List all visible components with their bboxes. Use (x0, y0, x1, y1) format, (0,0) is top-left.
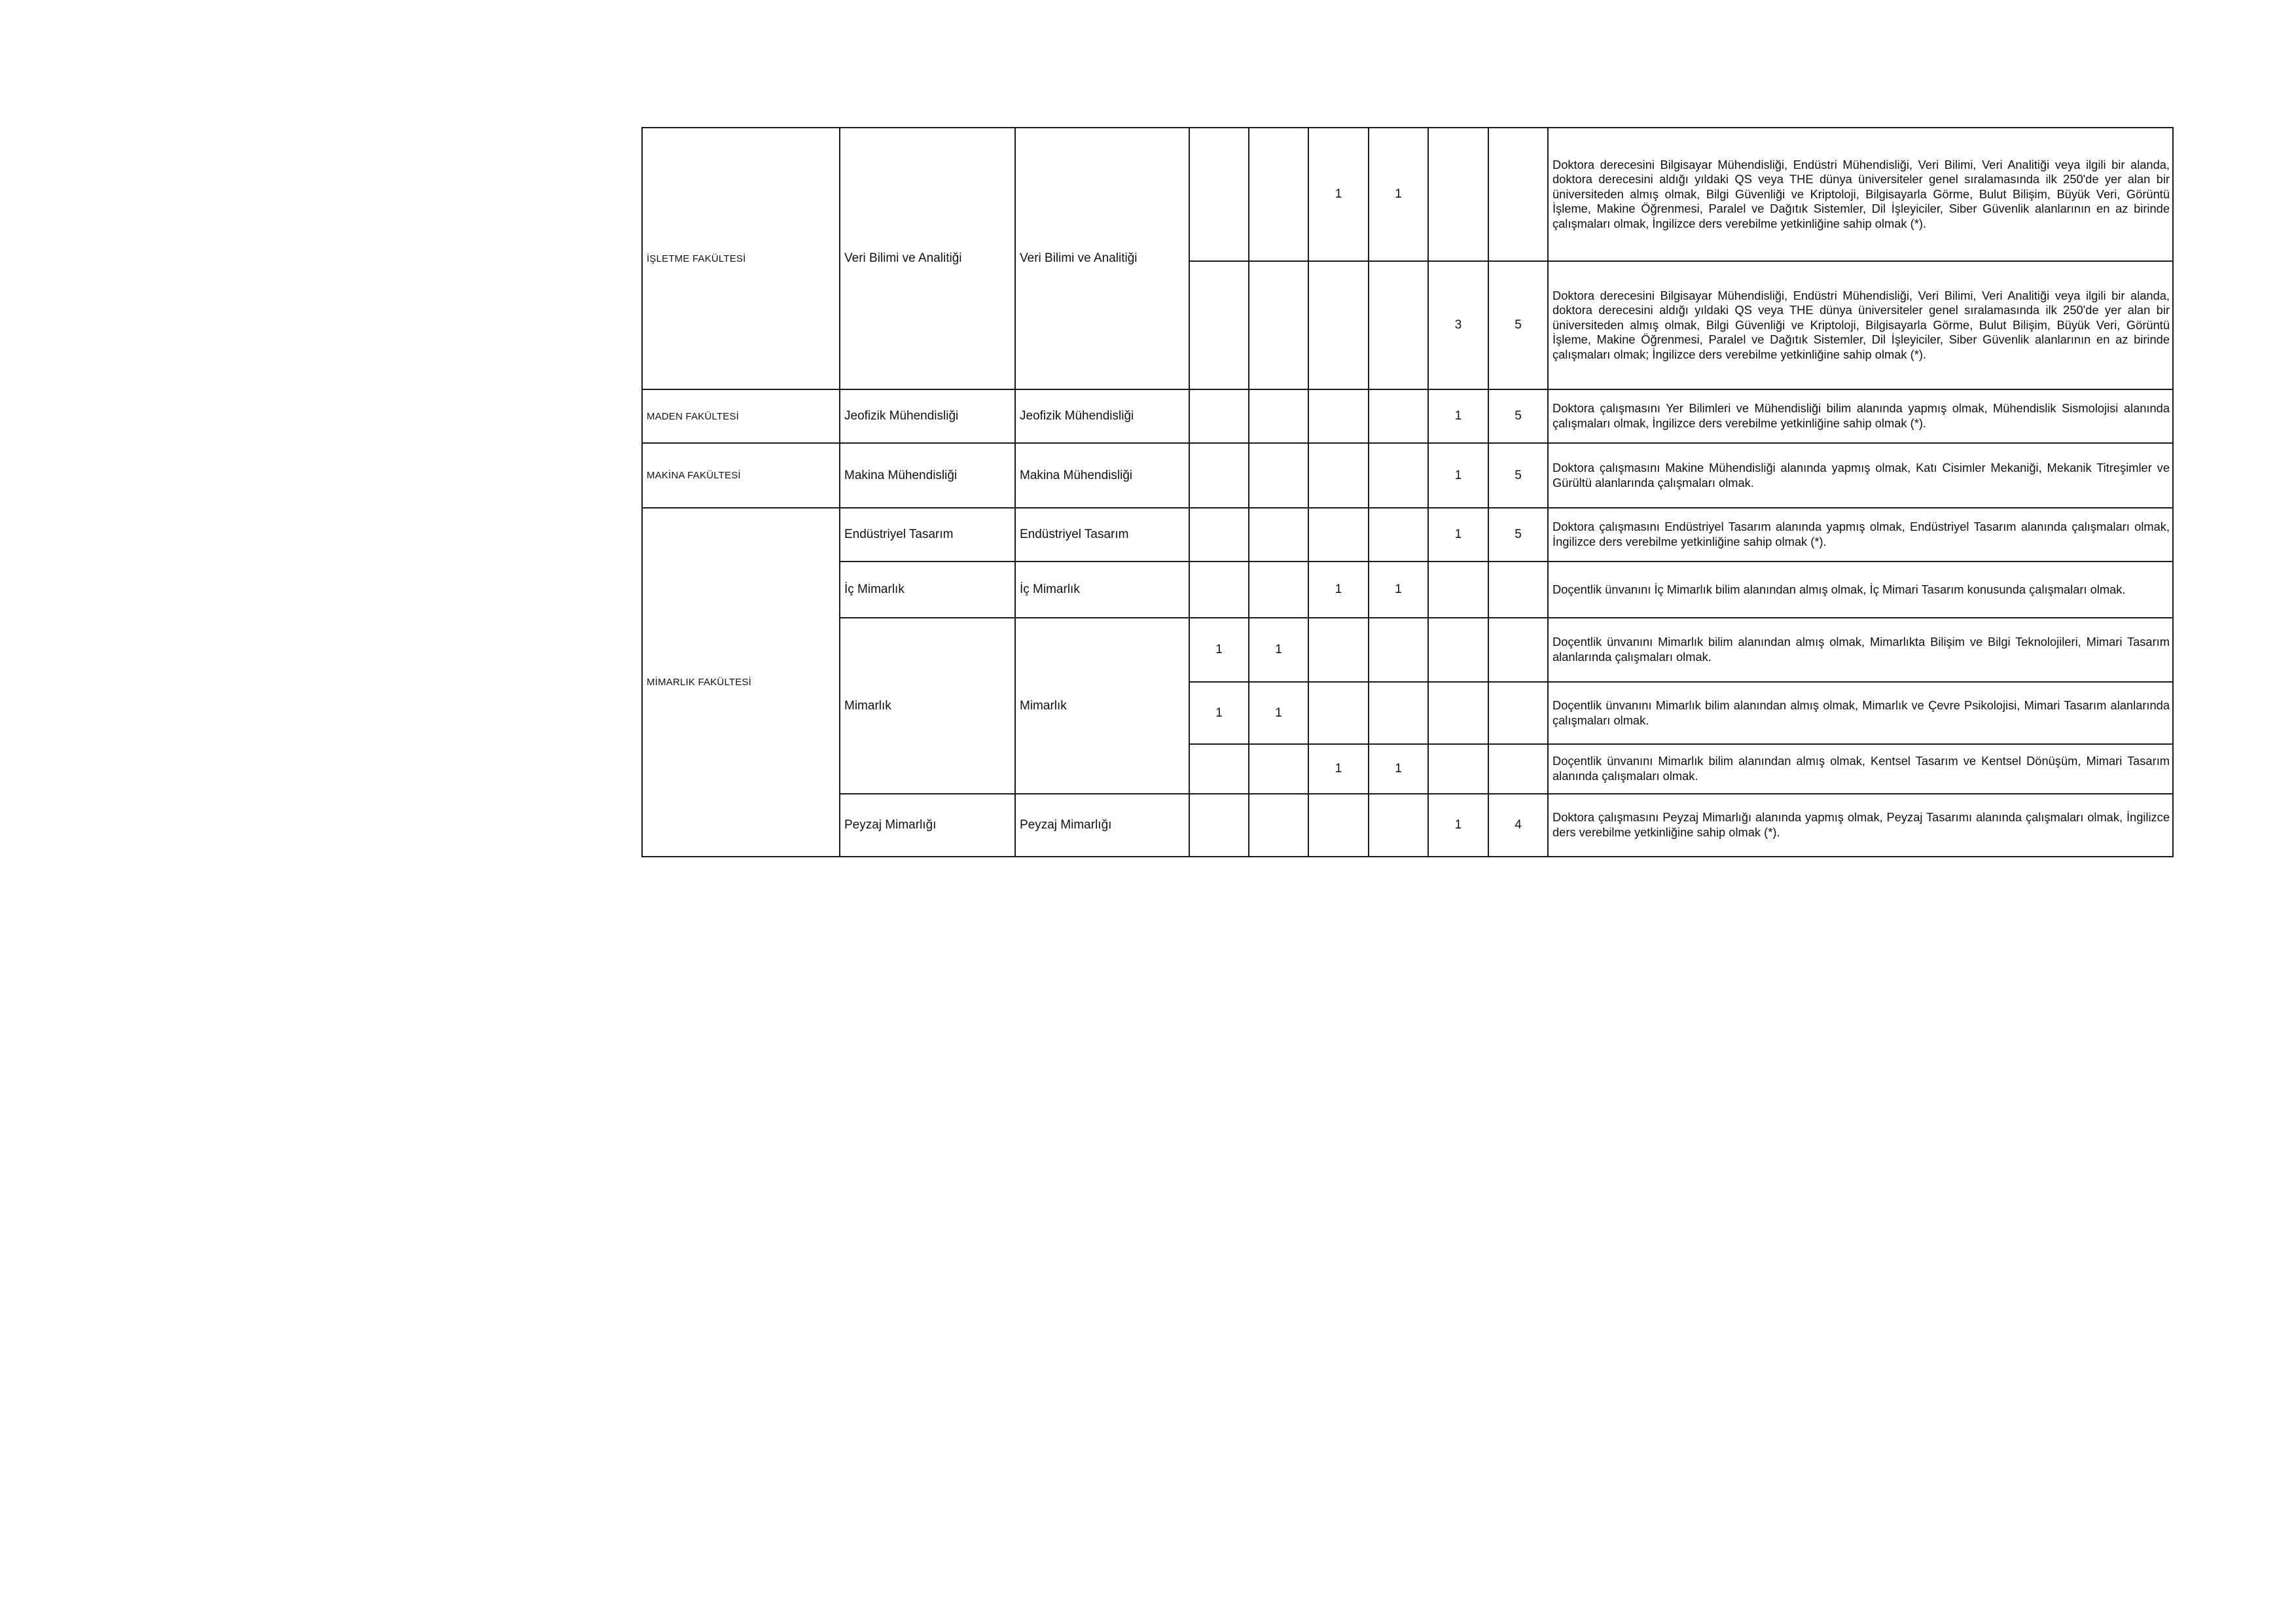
count-cell: 5 (1488, 261, 1548, 389)
requirement-cell: Doktora çalışmasını Makine Mühendisliği alanında yapmış olmak, Katı Cisimler Mekaniği, Mekanik Titreşimler ve Gürültü alanlarında çalışmaları olmak. (1548, 443, 2173, 508)
count-cell (1488, 128, 1548, 261)
count-cell (1308, 794, 1369, 857)
count-cell (1369, 508, 1428, 562)
count-cell (1189, 744, 1249, 794)
count-cell (1308, 261, 1369, 389)
count-cell (1308, 618, 1369, 682)
program-cell: Mimarlık (1015, 618, 1189, 794)
program-cell: Peyzaj Mimarlığı (1015, 794, 1189, 857)
requirement-cell: Doçentlik ünvanını Mimarlık bilim alanından almış olmak, Mimarlık ve Çevre Psikolojisi, Mimari Tasarım alanlarında çalışmaları olmak. (1548, 682, 2173, 744)
department-cell: Makina Mühendisliği (840, 443, 1015, 508)
count-cell (1428, 128, 1488, 261)
count-cell: 1 (1369, 562, 1428, 618)
requirement-cell: Doktora çalışmasını Endüstriyel Tasarım alanında yapmış olmak, Endüstriyel Tasarım alanında çalışmaları olmak, İngilizce ders verebilme yetkinliğine sahip olmak (*). (1548, 508, 2173, 562)
count-cell (1488, 618, 1548, 682)
department-cell: İç Mimarlık (840, 562, 1015, 618)
count-cell: 1 (1428, 794, 1488, 857)
count-cell (1369, 682, 1428, 744)
count-cell (1189, 443, 1249, 508)
count-cell: 1 (1249, 682, 1308, 744)
count-cell (1428, 744, 1488, 794)
count-cell (1369, 443, 1428, 508)
count-cell: 5 (1488, 443, 1548, 508)
department-cell: Endüstriyel Tasarım (840, 508, 1015, 562)
faculty-cell: İŞLETME FAKÜLTESİ (642, 128, 840, 389)
count-cell: 4 (1488, 794, 1548, 857)
count-cell: 1 (1308, 128, 1369, 261)
count-cell (1249, 562, 1308, 618)
table-row (642, 618, 2173, 682)
count-cell (1249, 128, 1308, 261)
program-cell: İç Mimarlık (1015, 562, 1189, 618)
requirement-cell: Doçentlik ünvanını Mimarlık bilim alanından almış olmak, Mimarlıkta Bilişim ve Bilgi Teknolojileri, Mimari Tasarım alanlarında çalışmaları olmak. (1548, 618, 2173, 682)
department-cell: Jeofizik Mühendisliği (840, 389, 1015, 443)
count-cell (1189, 128, 1249, 261)
table-row (642, 794, 2173, 857)
program-cell: Veri Bilimi ve Analitiği (1015, 128, 1189, 389)
department-cell: Peyzaj Mimarlığı (840, 794, 1015, 857)
count-cell: 1 (1189, 682, 1249, 744)
requirement-cell: Doktora çalışmasını Peyzaj Mimarlığı alanında yapmış olmak, Peyzaj Tasarımı alanında çalışmaları olmak, İngilizce ders verebilme yetkinliğine sahip olmak (*). (1548, 794, 2173, 857)
requirement-cell: Doçentlik ünvanını Mimarlık bilim alanından almış olmak, Kentsel Tasarım ve Kentsel Dönüşüm, Mimari Tasarım alanında çalışmaları olmak. (1548, 744, 2173, 794)
count-cell: 1 (1308, 562, 1369, 618)
faculty-cell: MİMARLIK FAKÜLTESİ (642, 508, 840, 857)
faculty-cell: MADEN FAKÜLTESİ (642, 389, 840, 443)
table-row (642, 128, 2173, 261)
count-cell: 5 (1488, 508, 1548, 562)
table-row (642, 562, 2173, 618)
count-cell (1189, 261, 1249, 389)
count-cell (1488, 744, 1548, 794)
count-cell: 5 (1488, 389, 1548, 443)
count-cell (1189, 562, 1249, 618)
count-cell (1189, 794, 1249, 857)
count-cell: 1 (1369, 744, 1428, 794)
requirement-cell: Doktora çalışmasını Yer Bilimleri ve Mühendisliği bilim alanında yapmış olmak, Mühendislik Sismolojisi alanında çalışmaları olmak, İngilizce ders verebilme yetkinliğine sahip olmak (*). (1548, 389, 2173, 443)
table-row (642, 508, 2173, 562)
count-cell (1488, 682, 1548, 744)
requirement-cell: Doktora derecesini Bilgisayar Mühendisliği, Endüstri Mühendisliği, Veri Bilimi, Veri Analitiği veya ilgili bir alanda, doktora derecesini aldığı yıldaki QS veya THE dünya üniversiteler genel sıralamasında ilk 250'de yer alan bir üniversiteden almış olmak, Bilgi Güvenliği ve Kriptoloji, Bilgisayarla Görme, Bulut Bilişim, Büyük Veri, Görüntü İşleme, Makine Öğrenmesi, Paralel ve Dağıtık Sistemler, Dil İşleyiciler, Siber Güvenlik alanlarının en az birinde çalışmaları olmak, İngilizce ders verebilme yetkinliğine sahip olmak (*). (1548, 128, 2173, 261)
count-cell (1428, 682, 1488, 744)
count-cell (1189, 389, 1249, 443)
count-cell (1249, 261, 1308, 389)
table-row (642, 443, 2173, 508)
requirement-cell: Doktora derecesini Bilgisayar Mühendisliği, Endüstri Mühendisliği, Veri Bilimi, Veri Analitiği veya ilgili bir alanda, doktora derecesini aldığı yıldaki QS veya THE dünya üniversiteler genel sıralamasında ilk 250'de yer alan bir üniversiteden almış olmak, Bilgi Güvenliği ve Kriptoloji, Bilgisayarla Görme, Bulut Bilişim, Büyük Veri, Görüntü İşleme, Makine Öğrenmesi, Paralel ve Dağıtık Sistemler, Dil İşleyiciler, Siber Güvenlik alanlarının en az birinde çalışmaları olmak; İngilizce ders verebilme yetkinliğine sahip olmak (*). (1548, 261, 2173, 389)
count-cell: 1 (1308, 744, 1369, 794)
count-cell (1308, 682, 1369, 744)
faculty-cell: MAKİNA FAKÜLTESİ (642, 443, 840, 508)
count-cell (1369, 389, 1428, 443)
count-cell (1308, 389, 1369, 443)
program-cell: Makina Mühendisliği (1015, 443, 1189, 508)
count-cell (1249, 389, 1308, 443)
program-cell: Jeofizik Mühendisliği (1015, 389, 1189, 443)
count-cell (1428, 562, 1488, 618)
department-cell: Mimarlık (840, 618, 1015, 794)
count-cell (1249, 794, 1308, 857)
count-cell (1488, 562, 1548, 618)
count-cell (1308, 443, 1369, 508)
count-cell: 1 (1189, 618, 1249, 682)
count-cell: 1 (1369, 128, 1428, 261)
count-cell: 1 (1249, 618, 1308, 682)
department-cell: Veri Bilimi ve Analitiği (840, 128, 1015, 389)
requirement-cell: Doçentlik ünvanını İç Mimarlık bilim alanından almış olmak, İç Mimari Tasarım konusunda çalışmaları olmak. (1548, 562, 2173, 618)
count-cell (1369, 794, 1428, 857)
table-row (642, 389, 2173, 443)
count-cell (1249, 744, 1308, 794)
count-cell (1369, 261, 1428, 389)
count-cell (1428, 618, 1488, 682)
count-cell: 1 (1428, 389, 1488, 443)
count-cell (1369, 618, 1428, 682)
staff-position-table (641, 127, 2174, 857)
program-cell: Endüstriyel Tasarım (1015, 508, 1189, 562)
count-cell (1189, 508, 1249, 562)
count-cell (1249, 508, 1308, 562)
count-cell: 3 (1428, 261, 1488, 389)
count-cell: 1 (1428, 508, 1488, 562)
count-cell (1249, 443, 1308, 508)
count-cell: 1 (1428, 443, 1488, 508)
count-cell (1308, 508, 1369, 562)
